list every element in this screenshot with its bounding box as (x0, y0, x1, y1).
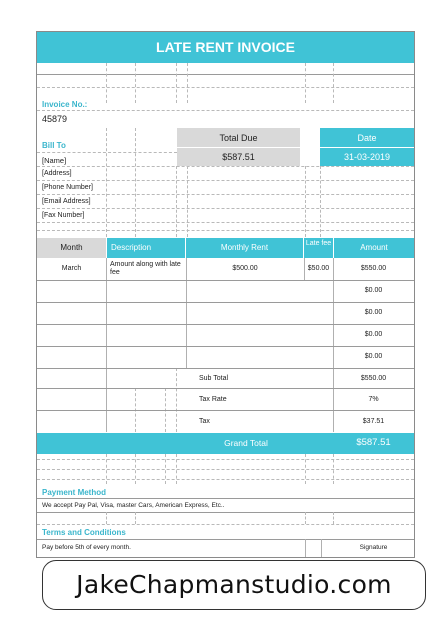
tax-rate-label: Tax Rate (199, 396, 227, 403)
tax-value: $37.51 (362, 418, 385, 425)
grid-line (37, 498, 414, 499)
col-header-amount: Amount (334, 238, 414, 258)
grid-line (186, 258, 187, 368)
terms-label: Terms and Conditions (42, 528, 126, 537)
col-header-month: Month (37, 238, 106, 258)
grand-total-value: $587.51 (356, 437, 391, 448)
grid-line (37, 410, 414, 411)
row1-monthly-rent: $500.00 (232, 265, 258, 272)
grid-line (106, 63, 107, 103)
grid-line (37, 222, 414, 223)
bill-to-name: [Name] (42, 156, 67, 165)
bill-to-label: Bill To (42, 141, 66, 150)
grid-line (333, 454, 334, 484)
grid-line (135, 63, 136, 103)
total-due-value: $587.51 (222, 152, 255, 162)
subtotal-label: Sub Total (199, 375, 229, 382)
row1-late-fee: $50.00 (307, 265, 330, 272)
grid-line (333, 258, 334, 432)
row1-description: Amount along with late fee (110, 261, 181, 276)
grid-line (37, 324, 414, 325)
grid-line (305, 63, 306, 103)
grid-line (37, 388, 414, 389)
bill-to-phone: [Phone Number] (42, 184, 93, 191)
grid-line (135, 454, 136, 484)
invoice-number-value: 45879 (42, 114, 68, 124)
grid-line (37, 194, 414, 195)
grid-line (37, 459, 414, 460)
row4-amount: $0.00 (364, 331, 383, 338)
payment-method-text: We accept Pay Pal, Visa, master Cars, American Express, Etc.. (42, 502, 225, 509)
grand-total-label: Grand Total (224, 438, 268, 448)
tax-rate-value: 7% (368, 396, 379, 403)
row5-amount: $0.00 (364, 353, 383, 360)
row1-amount: $550.00 (360, 265, 387, 272)
watermark-banner: JakeChapmanstudio.com (42, 560, 426, 610)
grid-line (106, 258, 107, 432)
grid-line (305, 166, 306, 237)
bill-to-fax: [Fax Number] (42, 212, 85, 219)
grid-line (135, 512, 136, 524)
grid-line (305, 512, 306, 524)
grid-line (106, 512, 107, 524)
grid-line (106, 454, 107, 484)
grid-line (187, 166, 188, 237)
terms-text: Pay before 5th of every month. (42, 544, 131, 551)
grid-line (176, 454, 177, 484)
col-header-monthly-rent: Monthly Rent (186, 238, 303, 258)
row3-amount: $0.00 (364, 309, 383, 316)
grid-line (305, 454, 306, 484)
grid-line (321, 539, 322, 557)
bill-to-address: [Address] (42, 170, 72, 177)
grid-line (37, 87, 414, 88)
grid-line (37, 368, 414, 369)
grid-line (177, 147, 300, 148)
tax-label: Tax (199, 418, 210, 425)
grid-line (37, 524, 414, 525)
grid-line (37, 512, 414, 513)
grid-line (176, 368, 177, 432)
grid-line (37, 280, 414, 281)
grid-line (37, 539, 414, 540)
invoice-number-label: Invoice No.: (42, 100, 88, 109)
date-label: Date (357, 133, 377, 143)
grid-line (37, 302, 414, 303)
grid-line (165, 454, 166, 484)
row2-amount: $0.00 (364, 287, 383, 294)
subtotal-value: $550.00 (360, 375, 387, 382)
signature-label: Signature (359, 544, 388, 551)
grid-line (37, 469, 414, 470)
grid-line (37, 74, 414, 75)
grid-line (106, 128, 107, 237)
grid-line (320, 166, 321, 237)
invoice-title: LATE RENT INVOICE (37, 32, 414, 63)
grid-line (37, 166, 414, 167)
grid-line (305, 539, 306, 557)
row1-month: March (61, 265, 82, 272)
grid-line (176, 63, 177, 103)
grid-line (37, 479, 414, 480)
col-header-late-fee: Late fee (304, 238, 333, 258)
grid-line (176, 166, 177, 237)
invoice-sheet (36, 31, 415, 558)
bill-to-email: [Email Address] (42, 198, 91, 205)
grid-line (333, 63, 334, 103)
grid-line (320, 147, 414, 148)
grid-line (37, 110, 414, 111)
grid-line (37, 346, 414, 347)
grid-line (37, 180, 414, 181)
grid-line (187, 63, 188, 103)
total-due-label: Total Due (219, 133, 258, 143)
grid-line (135, 128, 136, 237)
col-header-description: Description (107, 238, 185, 258)
grid-line (37, 208, 414, 209)
payment-method-label: Payment Method (42, 488, 107, 497)
grid-line (333, 512, 334, 524)
grid-line (37, 152, 177, 153)
date-value: 31-03-2019 (343, 152, 391, 162)
grid-line (37, 230, 414, 231)
